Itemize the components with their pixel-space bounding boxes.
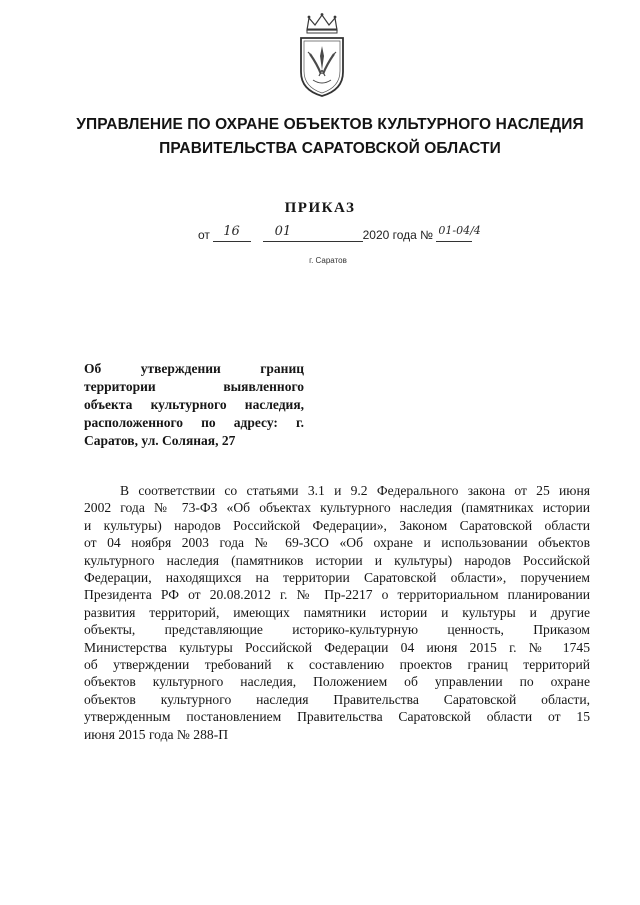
- number-field: [436, 224, 481, 242]
- body-line: развития территорий, имеющих памятники истории и культуры и другие: [84, 604, 590, 620]
- body-line: Федерации, находящихся на территории Саратовской области», поручением: [84, 570, 590, 586]
- saratov-coat-of-arms-icon: [295, 12, 349, 98]
- body-line: об утверждении требований к составлению проектов границ территорий: [84, 657, 590, 673]
- body-line: утвержденным постановлением Правительства Саратовской области от 15: [84, 709, 590, 725]
- header-line-1: УПРАВЛЕНИЕ ПО ОХРАНЕ ОБЪЕКТОВ КУЛЬТУРНОГО НАСЛЕДИЯ: [76, 116, 584, 133]
- body-line: объекты, представляющие историко-культурную ценность, Приказом: [84, 622, 590, 638]
- order-body-paragraph: [84, 482, 590, 743]
- body-line: и культуры) народов Российской Федерации», Законом Саратовской области: [84, 517, 590, 533]
- city-label: г. Саратов: [309, 256, 347, 265]
- body-line: объектов культурного наследия, Положением об управлении по охране: [84, 674, 590, 690]
- body-line: от 04 ноября 2003 года № 69-ЗСО «Об охране и использовании объектов: [84, 535, 590, 551]
- day-field: [213, 224, 251, 242]
- body-line: культурного наследия (памятников истории и культуры) народов Российской: [84, 552, 590, 568]
- order-date-line: [198, 224, 481, 245]
- date-prefix: от: [198, 228, 210, 242]
- day-handwritten: 16: [223, 224, 240, 239]
- document-type-title: ПРИКАЗ: [284, 200, 356, 216]
- body-line: объектов культурного наследия Правительства Саратовской области,: [84, 691, 590, 707]
- header-line-2: ПРАВИТЕЛЬСТВА САРАТОВСКОЙ ОБЛАСТИ: [159, 140, 501, 157]
- body-line: Президента РФ от 20.08.2012 г. № Пр-2217 о территориальном планировании: [84, 587, 590, 603]
- month-handwritten: 01: [274, 224, 292, 239]
- body-line: июня 2015 года № 288-П: [84, 726, 229, 742]
- order-subject: [84, 360, 304, 450]
- subject-line: расположенного по адресу: г.: [84, 415, 304, 430]
- subject-line: Саратов, ул. Соляная, 27: [84, 433, 236, 448]
- issuing-authority-header: [60, 113, 600, 161]
- subject-line: территории выявленного: [84, 379, 304, 394]
- body-line: 2002 года № 73-ФЗ «Об объектах культурного наследия (памятниках истории: [84, 500, 590, 516]
- body-line: В соответствии со статьями 3.1 и 9.2 Федерального закона от 25 июня: [120, 483, 590, 498]
- subject-line: объекта культурного наследия,: [84, 397, 304, 412]
- subject-line: Об утверждении границ: [84, 361, 304, 376]
- body-line: Министерства культуры Российской Федерации 04 июня 2015 г. № 1745: [84, 639, 590, 655]
- month-field: [263, 224, 363, 242]
- number-handwritten: 01-04/4: [438, 224, 481, 237]
- year-text: 2020 года №: [362, 228, 434, 242]
